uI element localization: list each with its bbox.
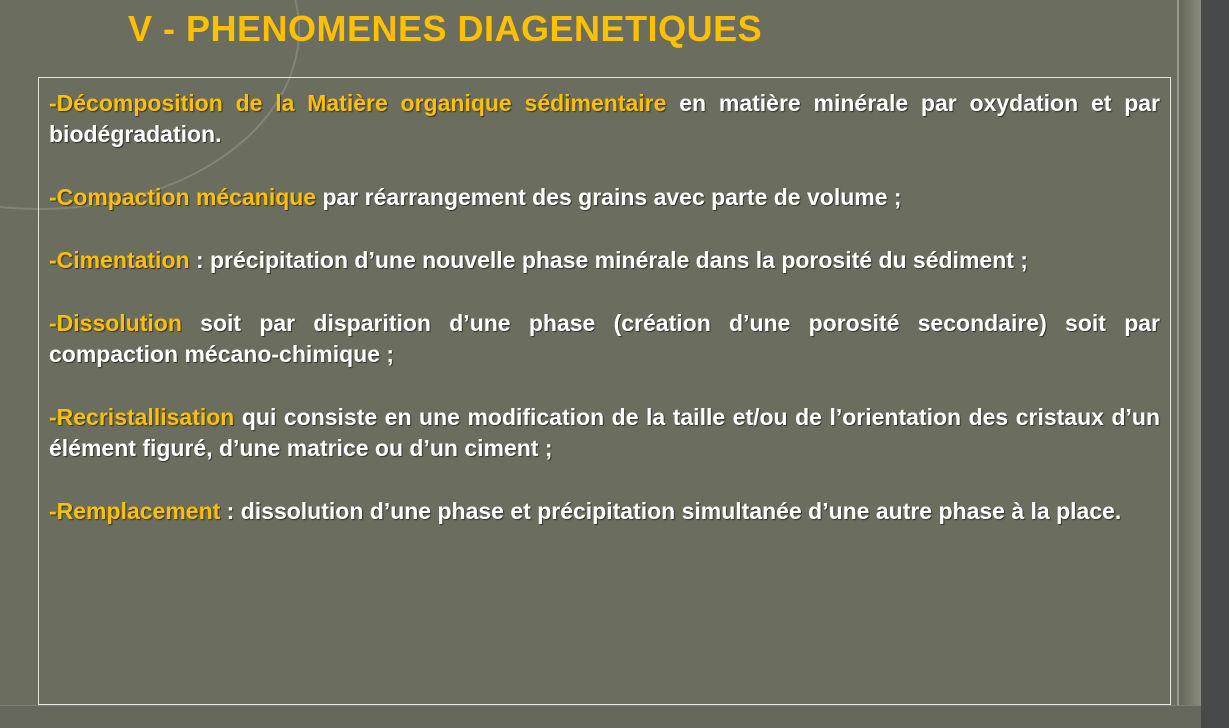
item-text: qui consiste en une modification de la taille et/ou de l’orientation des cristaux d’un élément figuré, d’une matrice ou d’un ciment ; xyxy=(49,404,1160,461)
item-text: en matière minérale par oxydation et par biodégradation. xyxy=(49,90,1160,147)
slide-bottom-strip xyxy=(0,705,1201,728)
item-term: -Recristallisation xyxy=(49,404,235,430)
item-text: : dissolution d’une phase et précipitation simultanée d’une autre phase à la place. xyxy=(220,498,1122,524)
item-term: -Décomposition de la Matière organique sédimentaire xyxy=(49,90,667,116)
list-item xyxy=(49,245,1160,276)
list-item xyxy=(49,496,1160,527)
list-item xyxy=(49,88,1160,150)
item-text: : précipitation d’une nouvelle phase minérale dans la porosité du sédiment ; xyxy=(189,247,1028,273)
item-text: par réarrangement des grains avec parte de volume ; xyxy=(316,184,902,210)
slide-right-edge xyxy=(1177,0,1201,728)
slide-title: V - PHENOMENES DIAGENETIQUES xyxy=(128,8,763,49)
item-term: -Compaction mécanique xyxy=(49,184,317,210)
item-term: -Cimentation xyxy=(49,247,190,273)
list-item xyxy=(49,182,1160,213)
list-item xyxy=(49,308,1160,370)
list-item xyxy=(49,402,1160,464)
item-term: -Dissolution xyxy=(49,310,182,336)
content-box xyxy=(38,77,1171,705)
item-term: -Remplacement xyxy=(49,498,221,524)
window-right-bar xyxy=(1201,0,1229,728)
item-text: soit par disparition d’une phase (création d’une porosité secondaire) soit par compaction mécano-chimique ; xyxy=(49,310,1160,367)
